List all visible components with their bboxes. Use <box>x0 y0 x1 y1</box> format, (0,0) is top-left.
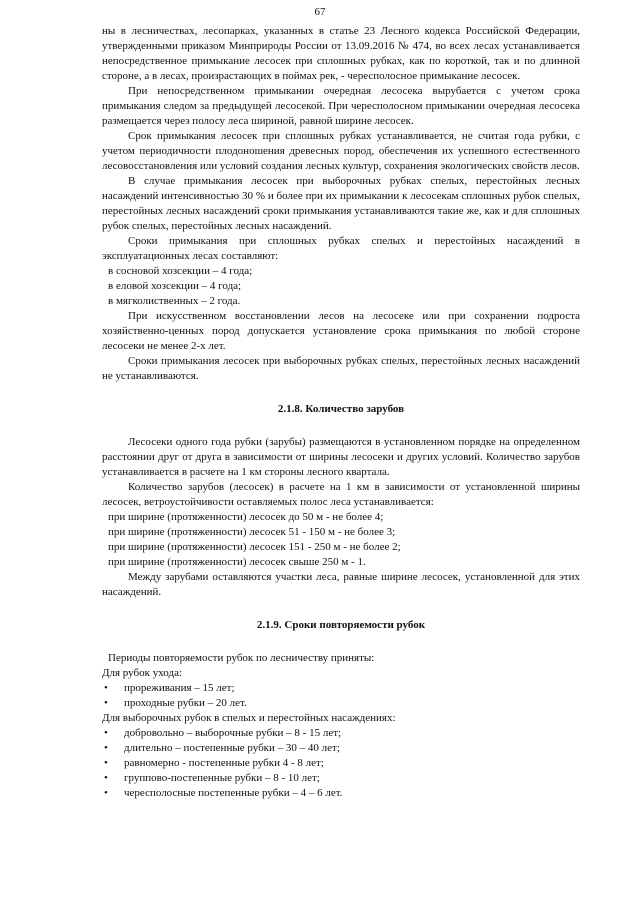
paragraph: Между зарубами оставляются участки леса, равные ширине лесосек, установленной для этих насаждений. <box>102 571 580 598</box>
paragraph: Лесосеки одного года рубки (зарубы) размещаются в установленном порядке на определенном расстоянии друг от друга в зависимости от ширины лесосеки и других условий. Количество зарубов устанавливается в расчете на 1 км стороны лесного квартала. <box>102 436 580 478</box>
list-item <box>102 741 580 756</box>
list-item-text: длительно – постепенные рубки – 30 – 40 лет; <box>124 742 340 754</box>
list-item-text: прореживания – 15 лет; <box>124 682 235 694</box>
list-item-text: чересполосные постепенные рубки – 4 – 6 лет. <box>124 787 343 799</box>
bullet-icon: • <box>104 742 108 754</box>
paragraph-continuation: ны в лесничествах, лесопарках, указанных в статье 23 Лесного кодекса Российской Федерации, утвержденными приказом Минприроды России от 13.09.2016 № 474, во всех лесах устанавливается непосредственное примыкание лесосек при сплошных рубках, как по короткой, так и по длинной стороне, а в лесах, произрастающих в поймах рек, - чересполосное примыкание лесосек. <box>102 25 580 82</box>
list-item <box>102 696 580 711</box>
paragraph: В случае примыкания лесосек при выборочных рубках спелых, перестойных лесных насаждений интенсивностью 30 % и более при их примыкании к лесосекам сплошных рубок спелых, перестойных лесных насаждений сроки примыкания устанавливаются такие же, как и для сплошных рубок спелых, перестойных лесных насаждений. <box>102 175 580 232</box>
intro-line: Для выборочных рубок в спелых и перестойных насаждениях: <box>102 712 396 724</box>
bullet-icon: • <box>104 682 108 694</box>
list-item <box>102 726 580 741</box>
bullet-icon: • <box>104 787 108 799</box>
list-item-text: группово-постепенные рубки – 8 - 10 лет; <box>124 772 320 784</box>
width-rule-line: при ширине (протяженности) лесосек до 50 м - не более 4; <box>108 511 384 523</box>
term-line: в мягколиственных – 2 года. <box>108 295 241 307</box>
bullet-icon: • <box>104 727 108 739</box>
list-item <box>102 756 580 771</box>
width-rule-line: при ширине (протяженности) лесосек 151 - 250 м - не более 2; <box>108 541 401 553</box>
list-item-text: добровольно – выборочные рубки – 8 - 15 лет; <box>124 727 342 739</box>
term-line: в сосновой хозсекции – 4 года; <box>108 265 253 277</box>
list-item <box>102 681 580 696</box>
paragraph: Сроки примыкания лесосек при выборочных рубках спелых, перестойных лесных насаждений не устанавливаются. <box>102 355 580 382</box>
bullet-icon: • <box>104 772 108 784</box>
paragraph: При непосредственном примыкании очередная лесосека вырубается с учетом срока примыкания следом за предыдущей лесосекой. При чересполосном примыкании очередная лесосека размещается через полосу леса шириной, равной ширине лесосек. <box>102 85 580 127</box>
section-heading-2-1-9: 2.1.9. Сроки повторяемости рубок <box>256 619 426 631</box>
paragraph: При искусственном восстановлении лесов на лесосеке или при сохранении подроста хозяйственно-ценных пород допускается установление срока примыкания по любой стороне лесосеки не менее 2-х лет. <box>102 310 580 352</box>
care-bullet-list <box>102 681 580 711</box>
paragraph: Сроки примыкания при сплошных рубках спелых и перестойных насаждений в эксплуатационных лесах составляют: <box>102 235 580 262</box>
list-item <box>102 786 580 801</box>
selective-bullet-list <box>102 726 580 801</box>
width-rule-line: при ширине (протяженности) лесосек свыше 250 м - 1. <box>108 556 366 568</box>
list-item-text: равномерно - постепенные рубки 4 - 8 лет; <box>124 757 324 769</box>
intro-line: Для рубок ухода: <box>102 667 183 679</box>
list-item <box>102 771 580 786</box>
page-content <box>102 24 580 801</box>
paragraph: Срок примыкания лесосек при сплошных рубках устанавливается, не считая года рубки, с учетом периодичности плодоношения древесных пород, обеспечения их успешного естественного лесовосстановления или условий создания лесных культур, сохранения экологических свойств лесов. <box>102 130 580 172</box>
list-item-text: проходные рубки – 20 лет. <box>124 697 247 709</box>
section-heading-2-1-8: 2.1.8. Количество зарубов <box>277 403 405 415</box>
bullet-icon: • <box>104 757 108 769</box>
bullet-icon: • <box>104 697 108 709</box>
paragraph: Количество зарубов (лесосек) в расчете на 1 км в зависимости от установленной ширины лесосек, ветроустойчивости оставляемых полос леса устанавливается: <box>102 481 580 508</box>
width-rule-line: при ширине (протяженности) лесосек 51 - 150 м - не более 3; <box>108 526 396 538</box>
page-number: 67 <box>314 6 326 18</box>
term-line: в еловой хозсекции – 4 года; <box>108 280 242 292</box>
intro-line: Периоды повторяемости рубок по лесничеству приняты: <box>108 652 375 664</box>
